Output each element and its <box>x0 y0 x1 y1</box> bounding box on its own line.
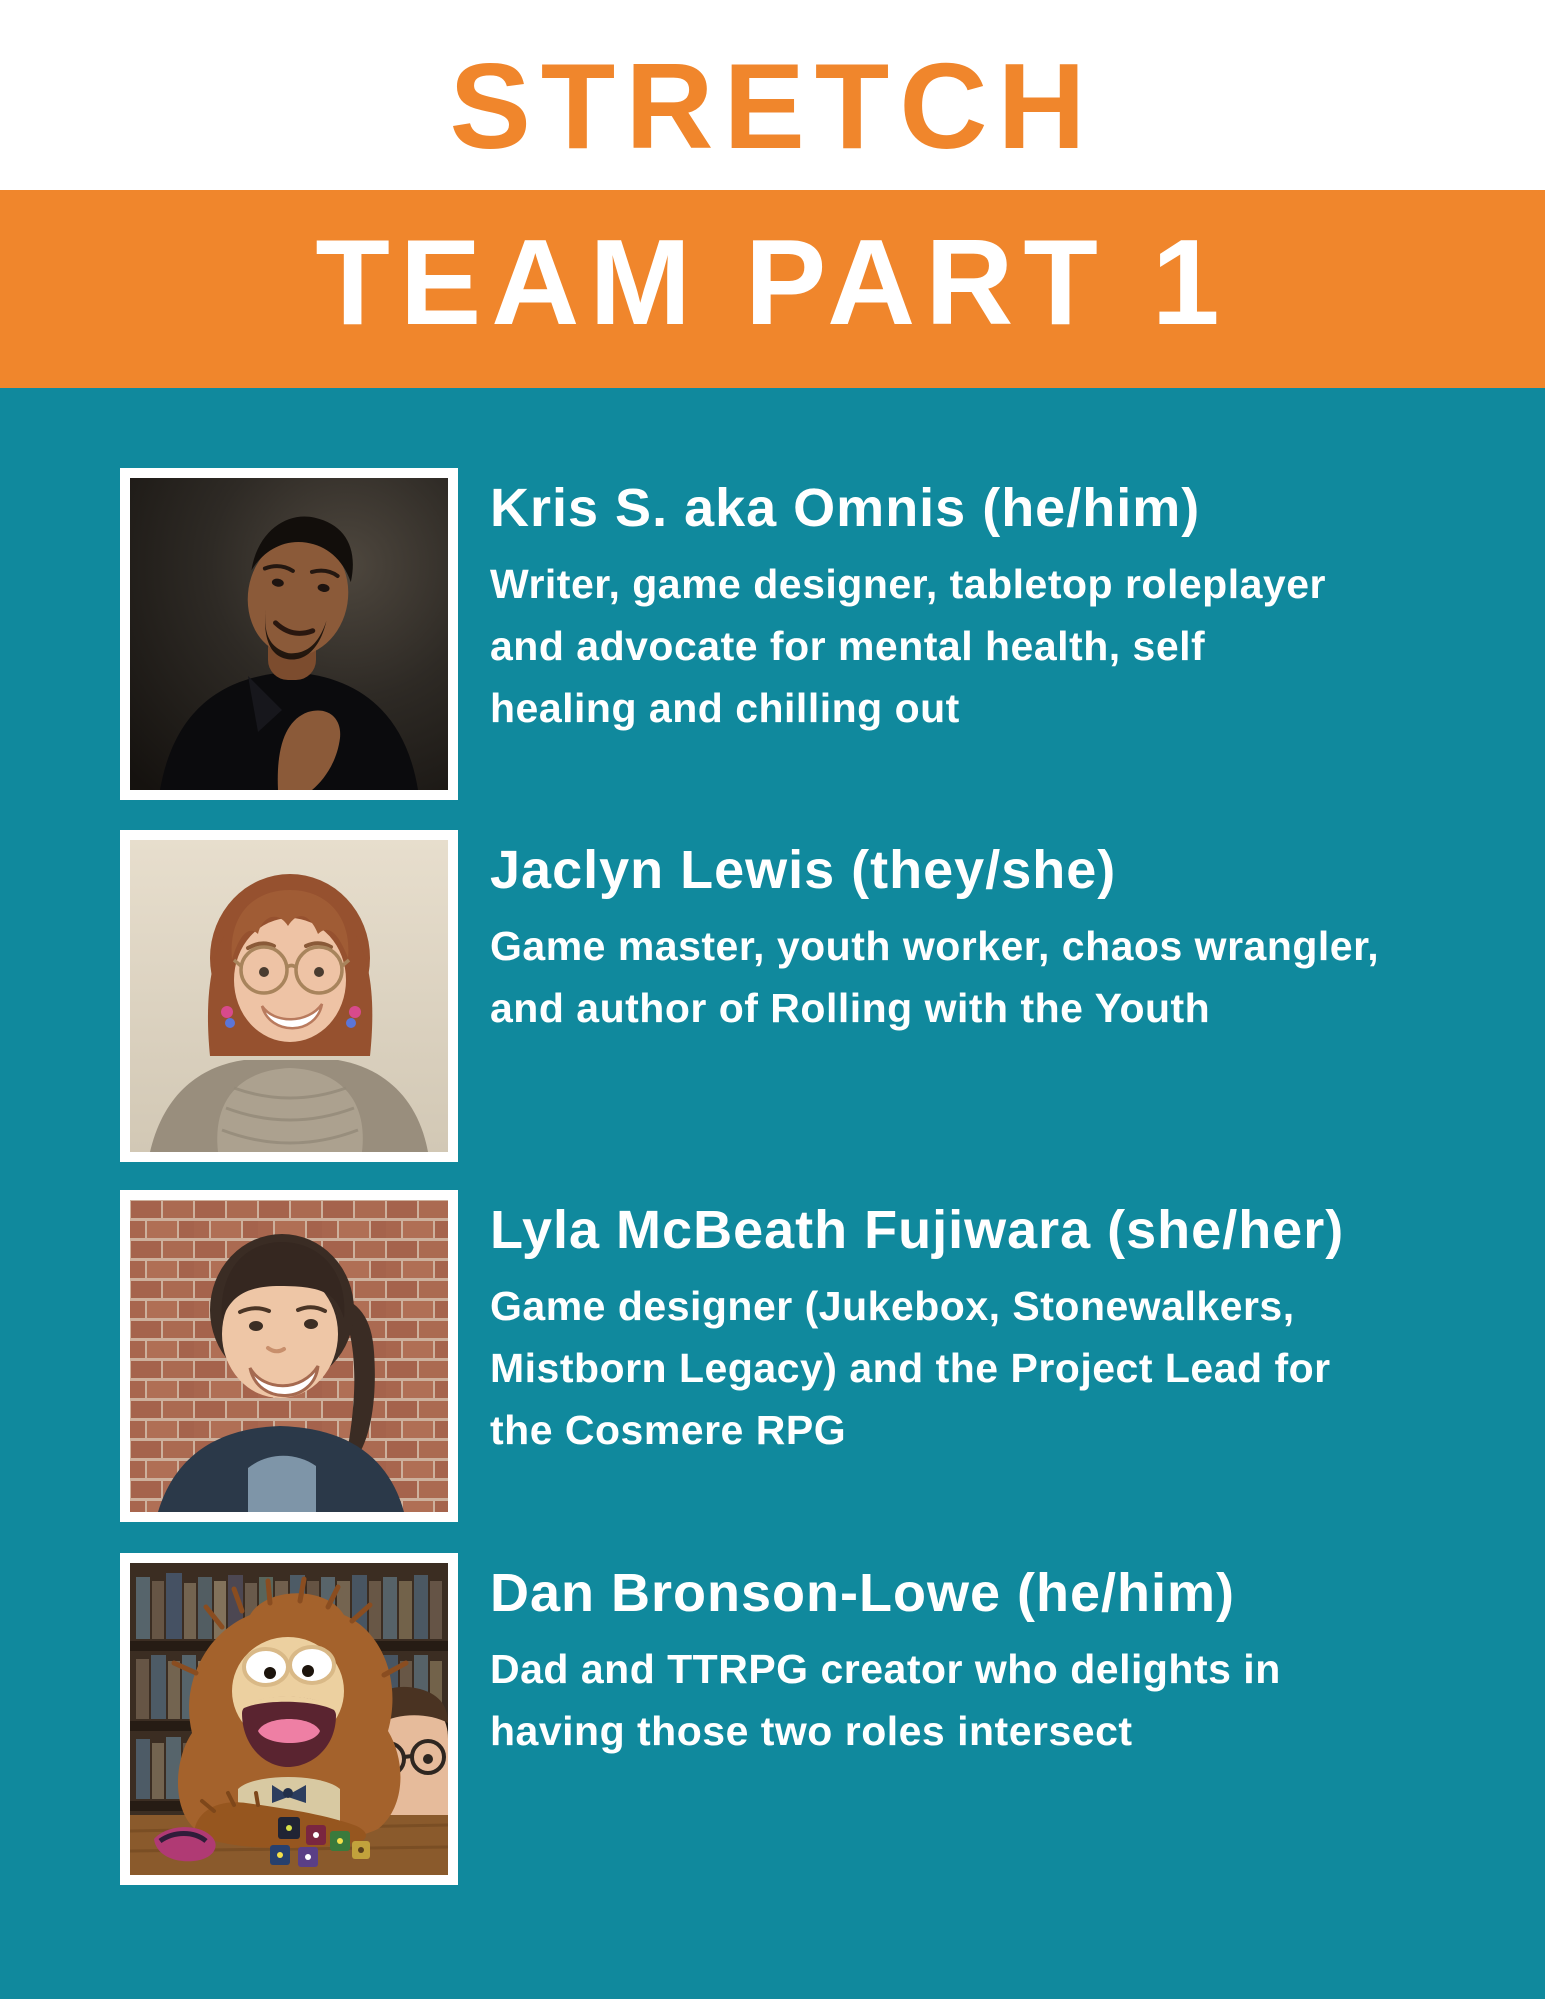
bio-line: Mistborn Legacy) and the Project Lead for <box>490 1344 1331 1391</box>
member-row-jaclyn <box>120 830 1530 1162</box>
header-white-band <box>0 0 1545 190</box>
bio-line: Game master, youth worker, chaos wrangler, <box>490 922 1380 969</box>
member-bio <box>490 1638 1530 1762</box>
member-photo-frame <box>120 1190 458 1522</box>
member-bio <box>490 553 1530 739</box>
member-photo-frame <box>120 830 458 1162</box>
header-orange-band <box>0 190 1545 388</box>
member-name: Lyla McBeath Fujiwara (she/her) <box>490 1200 1345 1260</box>
bio-line: the Cosmere RPG <box>490 1406 847 1453</box>
member-text-block <box>490 468 1530 800</box>
bio-line: Writer, game designer, tabletop roleplayer <box>490 560 1326 607</box>
kris-portrait-photo <box>130 478 448 790</box>
member-text-block <box>490 1190 1530 1522</box>
poster-title-line1: STRETCH <box>449 38 1096 174</box>
member-photo-frame <box>120 1553 458 1885</box>
bio-line: having those two roles intersect <box>490 1707 1133 1754</box>
bio-line: healing and chilling out <box>490 684 960 731</box>
member-name: Dan Bronson-Lowe (he/him) <box>490 1563 1235 1623</box>
lyla-portrait-photo <box>130 1200 448 1512</box>
member-text-block <box>490 830 1530 1162</box>
member-text-block <box>490 1553 1530 1885</box>
member-row-lyla <box>120 1190 1530 1522</box>
bio-line: Dad and TTRPG creator who delights in <box>490 1645 1281 1692</box>
member-row-dan <box>120 1553 1530 1885</box>
member-name: Jaclyn Lewis (they/she) <box>490 840 1117 900</box>
dan-portrait-photo <box>130 1563 448 1875</box>
member-name: Kris S. aka Omnis (he/him) <box>490 478 1201 538</box>
poster-title-line2: TEAM PART 1 <box>315 214 1230 350</box>
bio-line: and advocate for mental health, self <box>490 622 1206 669</box>
bio-line: Game designer (Jukebox, Stonewalkers, <box>490 1282 1295 1329</box>
jaclyn-portrait-photo <box>130 840 448 1152</box>
member-bio <box>490 1275 1530 1461</box>
member-row-kris <box>120 468 1530 800</box>
member-photo-frame <box>120 468 458 800</box>
member-bio <box>490 915 1530 1039</box>
team-list <box>0 388 1545 1999</box>
bio-line: and author of Rolling with the Youth <box>490 984 1211 1031</box>
